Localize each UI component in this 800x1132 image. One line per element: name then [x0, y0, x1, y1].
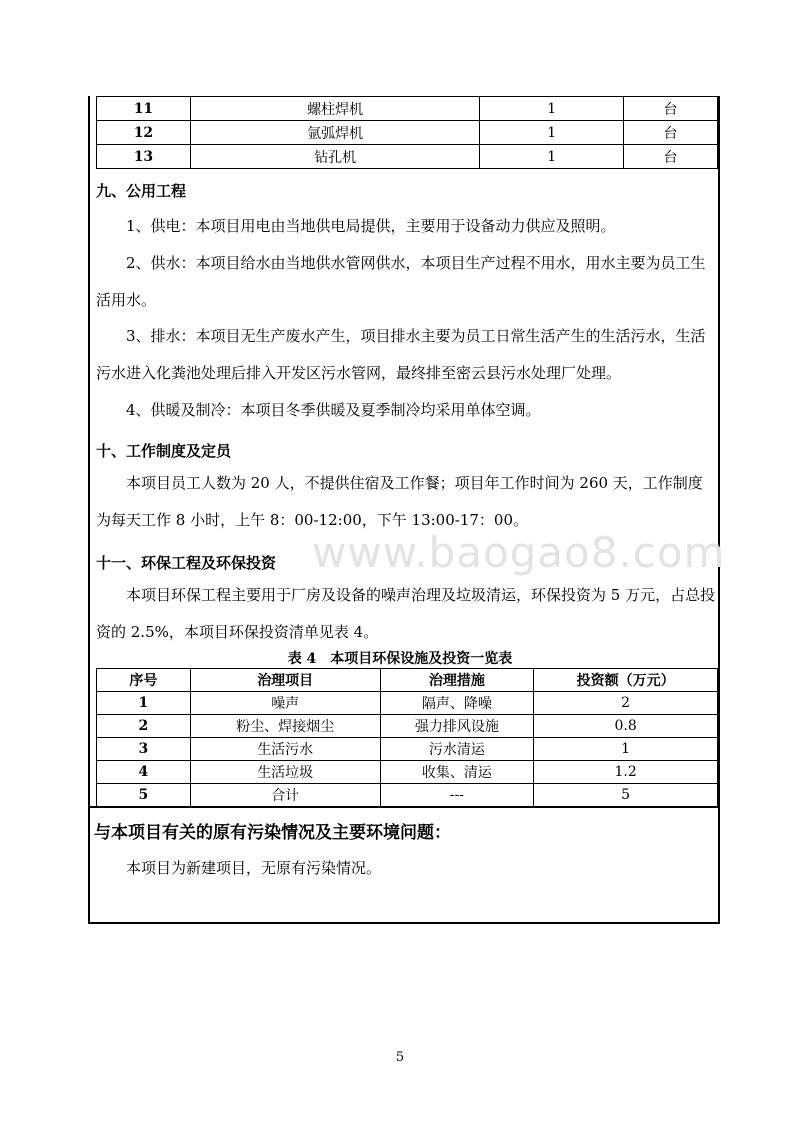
table-row [97, 692, 718, 715]
col-header-measure: 治理措施 [380, 669, 534, 692]
table-row [97, 784, 718, 807]
item: 噪声 [190, 692, 380, 715]
col-header-amount: 投资额（万元） [534, 669, 718, 692]
row-number: 12 [97, 121, 191, 145]
col-header-no: 序号 [97, 669, 191, 692]
equipment-unit: 台 [624, 97, 718, 121]
section-11-para-1: 本项目环保工程主要用于厂房及设备的噪声治理及垃圾清运，环保投资为 5 万元，占总投资的 2.5%，本项目环保投资清单见表 4。 [96, 586, 716, 641]
measure: 污水清运 [380, 738, 534, 761]
row-number: 3 [97, 738, 191, 761]
amount: 0.8 [534, 715, 718, 738]
equipment-name: 螺柱焊机 [190, 97, 480, 121]
row-number: 2 [97, 715, 191, 738]
row-number: 13 [97, 145, 191, 169]
item: 粉尘、焊接烟尘 [190, 715, 380, 738]
section-11-title: 十一、环保工程及环保投资 [96, 554, 277, 572]
section-divider [88, 806, 720, 808]
equipment-unit: 台 [624, 121, 718, 145]
amount: 1 [534, 738, 718, 761]
row-number: 4 [97, 761, 191, 784]
table-row [97, 121, 718, 145]
table-row [97, 97, 718, 121]
table-row [97, 738, 718, 761]
amount: 1.2 [534, 761, 718, 784]
amount: 5 [534, 784, 718, 807]
amount: 2 [534, 692, 718, 715]
equipment-name: 氩弧焊机 [190, 121, 480, 145]
item: 生活污水 [190, 738, 380, 761]
pollution-text: 本项目为新建项目，无原有污染情况。 [126, 859, 382, 877]
section-9-para-4: 4、供暖及制冷：本项目冬季供暖及夏季制冷均采用单体空调。 [126, 401, 541, 419]
table-header-row [97, 669, 718, 692]
section-9-para-3: 3、排水：本项目无生产废水产生，项目排水主要为员工日常生活产生的生活污水，生活污水进入化粪池处理后排入开发区污水管网，最终排至密云县污水处理厂处理。 [96, 327, 706, 382]
section-10-title: 十、工作制度及定员 [96, 442, 232, 460]
row-number: 1 [97, 692, 191, 715]
measure: --- [380, 784, 534, 807]
table-4-caption: 表 4 本项目环保设施及投资一览表 [287, 651, 513, 667]
section-9-para-1: 1、供电：本项目用电由当地供电局提供，主要用于设备动力供应及照明。 [126, 217, 616, 235]
table-row [97, 715, 718, 738]
item: 合计 [190, 784, 380, 807]
equipment-table [96, 96, 718, 169]
item: 生活垃圾 [190, 761, 380, 784]
measure: 隔声、降噪 [380, 692, 534, 715]
equipment-qty: 1 [480, 145, 624, 169]
section-9-para-2: 2、供水：本项目给水由当地供水管网供水，本项目生产过程不用水，用水主要为员工生活用水。 [96, 254, 706, 309]
equipment-qty: 1 [480, 97, 624, 121]
investment-table [96, 668, 718, 807]
measure: 收集、清运 [380, 761, 534, 784]
equipment-qty: 1 [480, 121, 624, 145]
table-row [97, 761, 718, 784]
equipment-unit: 台 [624, 145, 718, 169]
section-10-para-1: 本项目员工人数为 20 人，不提供住宿及工作餐；项目年工作时间为 260 天，工作制度为每天工作 8 小时，上午 8：00-12:00，下午 13:00-17：00。 [96, 474, 703, 529]
row-number: 5 [97, 784, 191, 807]
watermark: www.baogao8.com [312, 528, 726, 577]
equipment-name: 钻孔机 [190, 145, 480, 169]
pollution-title: 与本项目有关的原有污染情况及主要环境问题： [94, 823, 451, 843]
page-number: 5 [395, 1050, 405, 1065]
section-9-title: 九、公用工程 [96, 182, 187, 200]
table-row [97, 145, 718, 169]
measure: 强力排风设施 [380, 715, 534, 738]
col-header-item: 治理项目 [190, 669, 380, 692]
row-number: 11 [97, 97, 191, 121]
